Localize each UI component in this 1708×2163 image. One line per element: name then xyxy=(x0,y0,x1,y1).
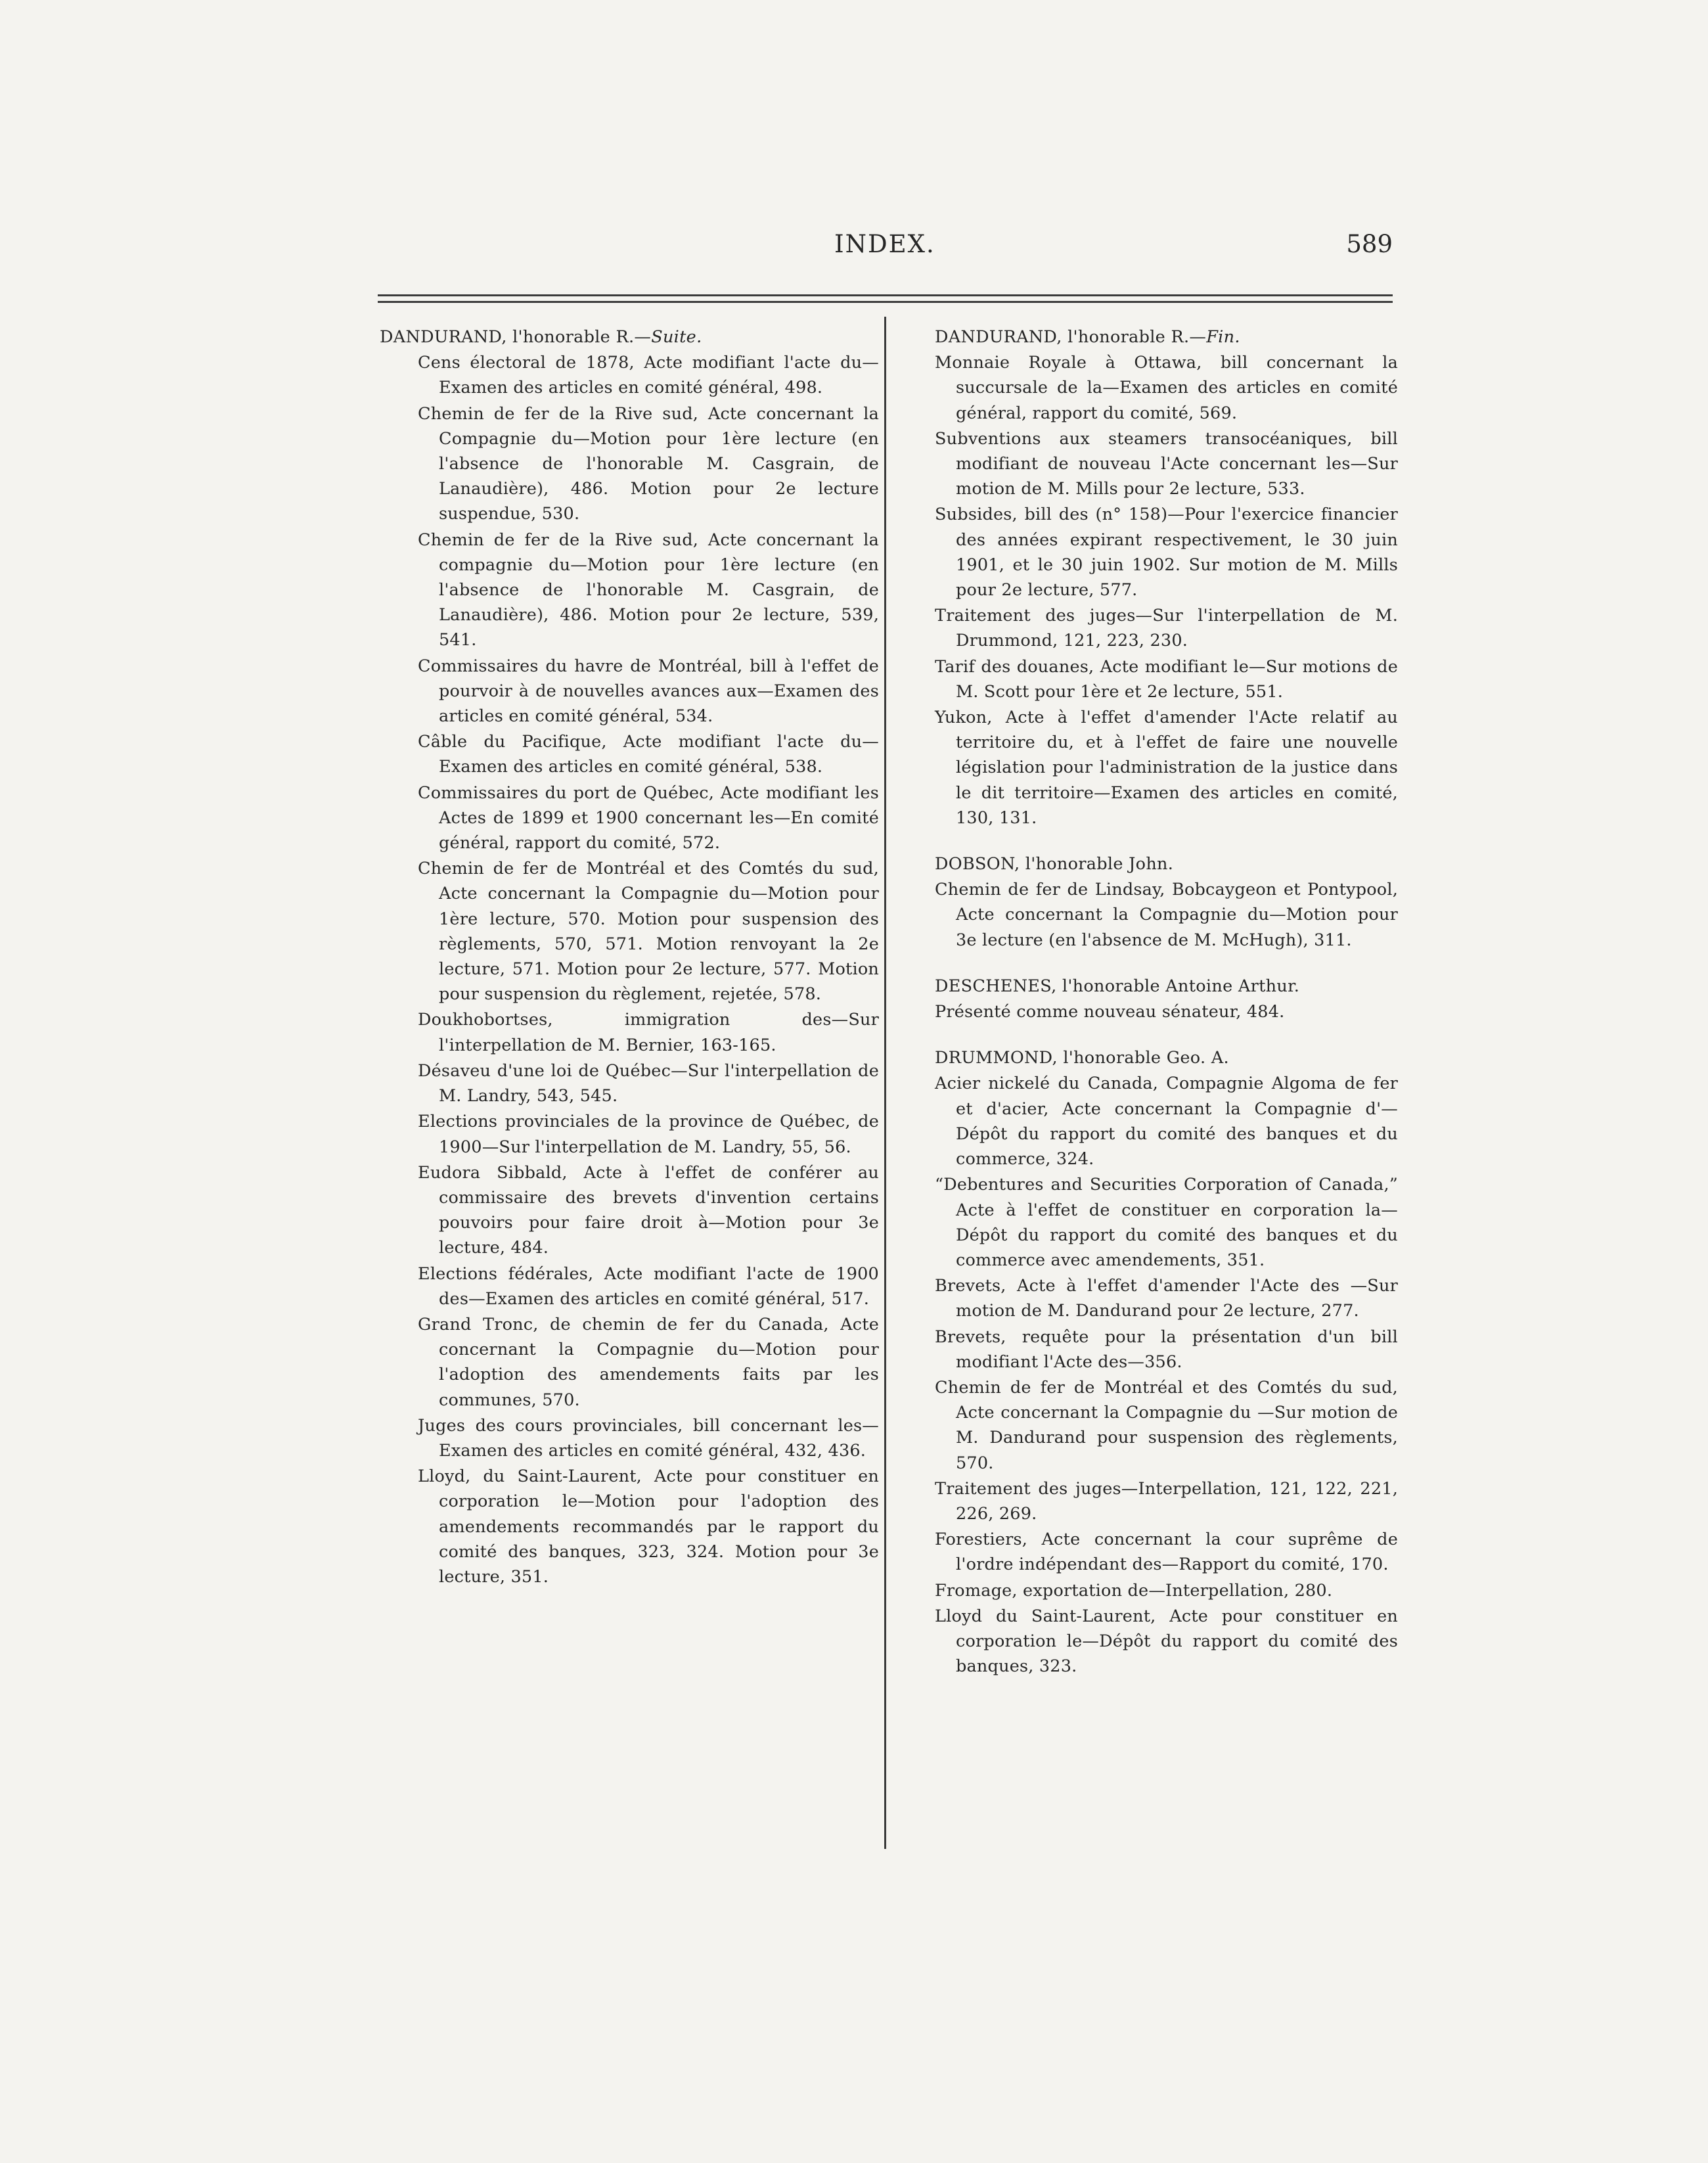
index-entry: Lloyd du Saint-Laurent, Acte pour constituer en corporation le—Dépôt du rapport du comité des banques, 323. xyxy=(935,1606,1398,1677)
entry-heading: DRUMMOND, l'honorable Geo. A. xyxy=(935,1048,1229,1068)
index-entry: Commissaires du havre de Montréal, bill à l'effet de pourvoir à de nouvelles avances aux—Examen des articles en comité général, 534. xyxy=(418,656,879,727)
index-entry: Traitement des juges—Interpellation, 121, 122, 221, 226, 269. xyxy=(935,1478,1398,1524)
index-entry: Monnaie Royale à Ottawa, bill concernant la succursale de la—Examen des articles en comité général, rapport du comité, 569. xyxy=(935,353,1398,423)
index-entry: Elections fédérales, Acte modifiant l'acte de 1900 des—Examen des articles en comité général, 517. xyxy=(418,1264,879,1309)
index-entry: Brevets, Acte à l'effet d'amender l'Acte des —Sur motion de M. Dandurand pour 2e lecture, 277. xyxy=(935,1276,1398,1321)
page-number: 589 xyxy=(1346,230,1393,258)
index-entry: Brevets, requête pour la présentation d'un bill modifiant l'Acte des—356. xyxy=(935,1327,1398,1372)
page-title: INDEX. xyxy=(834,230,935,258)
index-entry: Tarif des douanes, Acte modifiant le—Sur motions de M. Scott pour 1ère et 2e lecture, 551. xyxy=(935,656,1398,702)
index-entry: Chemin de fer de la Rive sud, Acte concernant la compagnie du—Motion pour 1ère lecture (en l'absence de l'honorable M. Casgrain, de Lanaudière), 486. Motion pour 2e lecture, 539, 541. xyxy=(418,530,879,650)
index-entry: Chemin de fer de Montréal et des Comtés du sud, Acte concernant la Compagnie du—Motion pour 1ère lecture, 570. Motion pour suspension des règlements, 570, 571. Motion renvoyant la 2e lecture, 571. Motion pour 2e lecture, 577. Motion pour suspension du règlement, rejetée, 578. xyxy=(418,859,879,1005)
index-entry: Chemin de fer de Lindsay, Bobcaygeon et Pontypool, Acte concernant la Compagnie du—Motion pour 3e lecture (en l'absence de M. McHugh), 311. xyxy=(935,880,1398,950)
index-entry: Chemin de fer de Montréal et des Comtés du sud, Acte concernant la Compagnie du —Sur motion de M. Dandurand pour suspension des règlements, 570. xyxy=(935,1377,1398,1473)
header-rule-top xyxy=(378,294,1393,296)
index-entry: Présenté comme nouveau sénateur, 484. xyxy=(935,1002,1285,1022)
index-entry: Cens électoral de 1878, Acte modifiant l'acte du—Examen des articles en comité général, 498. xyxy=(418,353,879,398)
index-entry: Désaveu d'une loi de Québec—Sur l'interpellation de M. Landry, 543, 545. xyxy=(418,1060,879,1106)
index-entry: Forestiers, Acte concernant la cour suprême de l'ordre indépendant des—Rapport du comité, 170. xyxy=(935,1530,1398,1575)
left-column xyxy=(380,325,879,1589)
index-entry: Acier nickelé du Canada, Compagnie Algoma de fer et d'acier, Acte concernant la Compagnie d'—Dépôt du rapport du comité des banques et du commerce, 324. xyxy=(935,1074,1398,1170)
index-entry: Fromage, exportation de—Interpellation, 280. xyxy=(935,1580,1333,1601)
index-entry: Commissaires du port de Québec, Acte modifiant les Actes de 1899 et 1900 concernant les—En comité général, rapport du comité, 572. xyxy=(418,783,879,854)
index-entry: Traitement des juges—Sur l'interpellation de M. Drummond, 121, 223, 230. xyxy=(935,606,1398,651)
entry-heading: DOBSON, l'honorable John. xyxy=(935,854,1174,875)
page-header xyxy=(378,230,1393,269)
heading-suffix: Suite. xyxy=(651,327,702,347)
index-entry: Doukhobortses, immigration des—Sur l'interpellation de M. Bernier, 163-165. xyxy=(418,1010,879,1055)
entry-heading: DANDURAND, l'honorable R.—Suite. xyxy=(380,327,702,347)
right-column xyxy=(895,325,1398,1679)
index-entry: Lloyd, du Saint-Laurent, Acte pour constituer en corporation le—Motion pour l'adoption des amendements recommandés par le rapport du comité des banques, 323, 324. Motion pour 3e lecture, 351. xyxy=(418,1467,879,1587)
index-entry: Chemin de fer de la Rive sud, Acte concernant la Compagnie du—Motion pour 1ère lecture (en l'absence de l'honorable M. Casgrain, de Lanaudière), 486. Motion pour 2e lecture suspendue, 530. xyxy=(418,403,879,524)
heading-suffix: Fin. xyxy=(1206,327,1240,347)
entry-heading: DESCHENES, l'honorable Antoine Arthur. xyxy=(935,976,1300,996)
index-entry: Grand Tronc, de chemin de fer du Canada, Acte concernant la Compagnie du—Motion pour l'adoption des amendements faits par les communes, 570. xyxy=(418,1314,879,1410)
index-entry: Juges des cours provinciales, bill concernant les—Examen des articles en comité général, 432, 436. xyxy=(418,1415,879,1461)
column-divider xyxy=(884,317,886,1849)
index-entry: “Debentures and Securities Corporation of Canada,” Acte à l'effet de constituer en corporation la—Dépôt du rapport du comité des banques et du commerce avec amendements, 351. xyxy=(935,1175,1398,1270)
index-entry: Subsides, bill des (n° 158)—Pour l'exercice financier des années expirant respectivement, le 30 juin 1901, et le 30 juin 1902. Sur motion de M. Mills pour 2e lecture, 577. xyxy=(935,505,1398,601)
index-entry: Elections provinciales de la province de Québec, de 1900—Sur l'interpellation de M. Landry, 55, 56. xyxy=(418,1112,879,1157)
index-entry: Eudora Sibbald, Acte à l'effet de conférer au commissaire des brevets d'invention certains pouvoirs pour faire droit à—Motion pour 3e lecture, 484. xyxy=(418,1162,879,1258)
index-entry: Subventions aux steamers transocéaniques, bill modifiant de nouveau l'Acte concernant les—Sur motion de M. Mills pour 2e lecture, 533. xyxy=(935,428,1398,499)
header-rule-bottom xyxy=(378,301,1393,303)
entry-heading: DANDURAND, l'honorable R.—Fin. xyxy=(935,327,1240,347)
index-entry: Câble du Pacifique, Acte modifiant l'acte du—Examen des articles en comité général, 538. xyxy=(418,732,879,777)
index-entry: Yukon, Acte à l'effet d'amender l'Acte relatif au territoire du, et à l'effet de faire une nouvelle législation pour l'administration de la justice dans le dit territoire—Examen des articles en comité, 130, 131. xyxy=(935,708,1398,828)
